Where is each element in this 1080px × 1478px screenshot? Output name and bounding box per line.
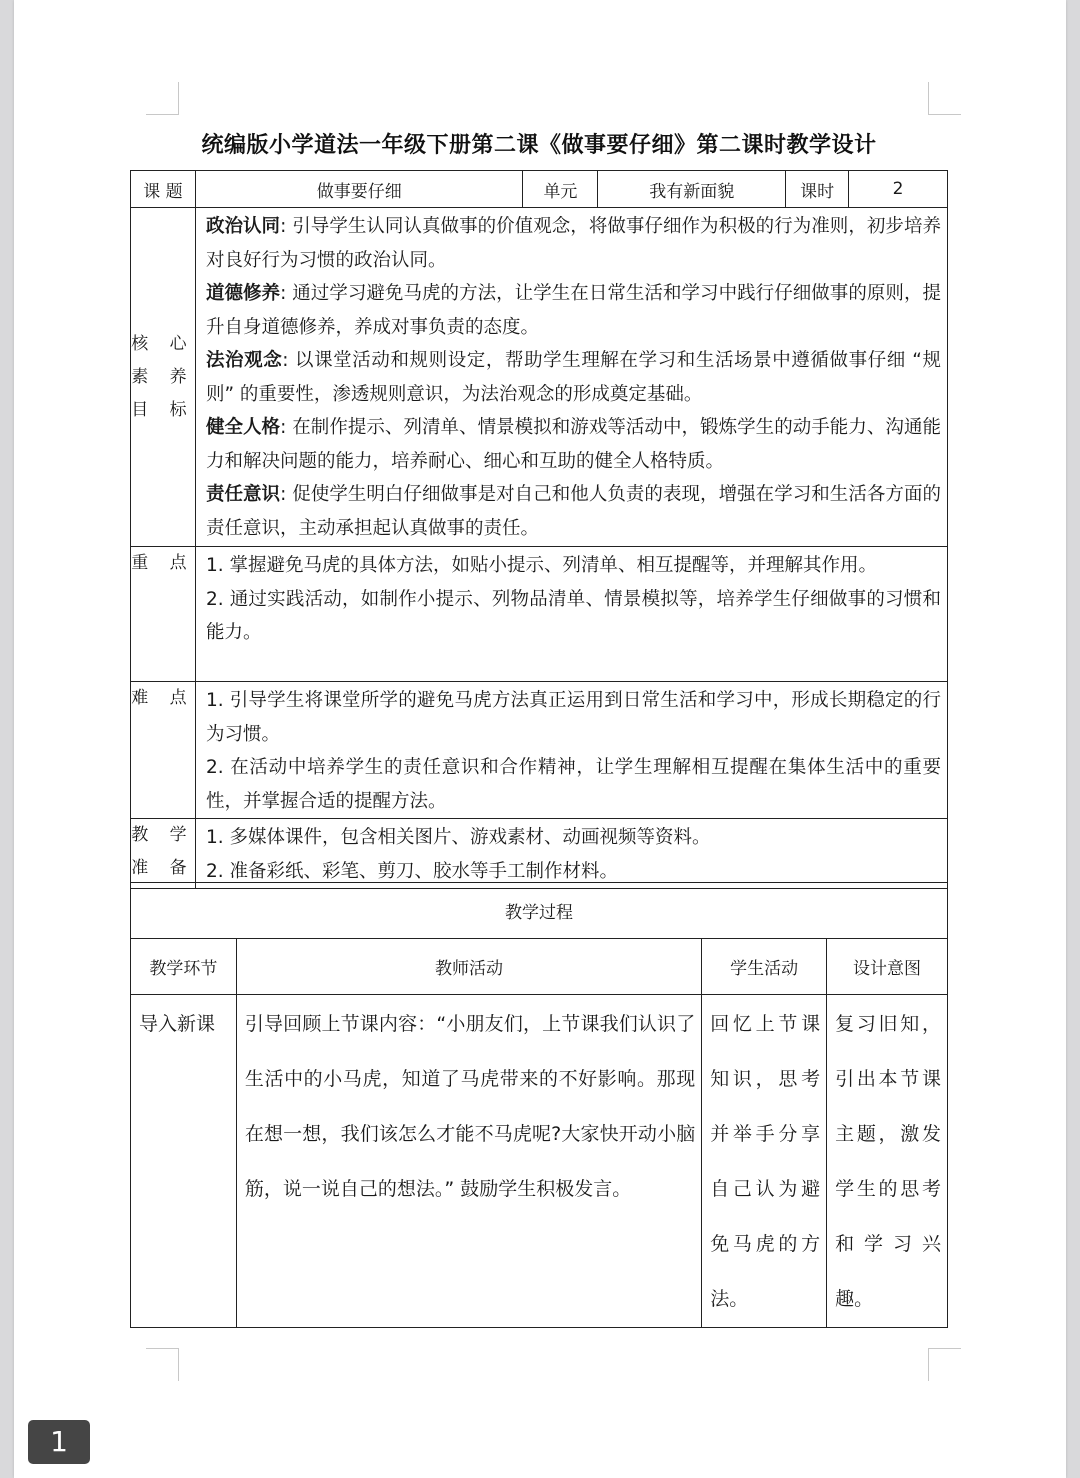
difficulty-item: 2. 在活动中培养学生的责任意识和合作精神，让学生理解相互提醒在集体生活中的重要性，并掌握合适的提醒方法。 xyxy=(205,757,941,812)
literacy-text: 以课堂活动和规则设定，帮助学生理解在学习和生活场景中遵循做事仔细 “规则” 的重要性，渗透规则意识，为法治观念的形成奠定基础。 xyxy=(205,350,941,405)
preparation-row xyxy=(131,819,948,889)
literacy-text: 促使学生明白仔细做事是对自己和他人负责的表现，增强在学习和生活各方面的责任意识，主动承担起认真做事的责任。 xyxy=(205,484,941,539)
table-row xyxy=(131,995,948,1328)
lesson-overview-table xyxy=(130,170,948,889)
literacy-term: 法治观念 xyxy=(205,350,283,371)
literacy-text: 通过学习避免马虎的方法，让学生在日常生活和学习中践行仔细做事的原则，提升自身道德修养，养成对事负责的态度。 xyxy=(205,283,941,338)
literacy-content xyxy=(195,208,947,547)
literacy-term: 道德修养 xyxy=(205,283,281,304)
preparation-label: 教 学 准 备 xyxy=(131,819,196,889)
literacy-sep: : xyxy=(280,484,293,505)
literacy-item xyxy=(206,277,941,344)
student-activity-cell: 回忆上节课知识，思考并举手分享自己认为避免马虎的方法。 xyxy=(702,995,827,1328)
difficulties-content xyxy=(195,682,947,819)
process-caption-row xyxy=(131,883,948,939)
difficulties-label: 难 点 xyxy=(131,682,196,819)
literacy-term: 健全人格 xyxy=(205,417,281,438)
column-header: 教学环节 xyxy=(131,939,237,995)
design-intent-cell: 复习旧知，引出本节课主题，激发学生的思考和学习兴趣。 xyxy=(827,995,948,1328)
column-header: 教师活动 xyxy=(236,939,701,995)
unit-label: 单元 xyxy=(523,171,598,208)
literacy-text: 在制作提示、列清单、情景模拟和游戏等活动中，锻炼学生的动手能力、沟通能力和解决问题的能力，培养耐心、细心和互助的健全人格特质。 xyxy=(205,417,941,472)
unit-value: 我有新面貌 xyxy=(598,171,786,208)
lesson-value: 做事要仔细 xyxy=(195,171,523,208)
phase-cell: 导入新课 xyxy=(131,995,237,1328)
column-header: 设计意图 xyxy=(827,939,948,995)
column-header: 学生活动 xyxy=(702,939,827,995)
literacy-sep: : xyxy=(280,216,293,237)
key-points-content xyxy=(195,547,947,682)
literacy-item xyxy=(206,344,941,411)
difficulties-row xyxy=(131,682,948,819)
key-point-item: 2. 通过实践活动，如制作小提示、列物品清单、情景模拟等，培养学生仔细做事的习惯和能力。 xyxy=(205,588,941,643)
teaching-process-table xyxy=(130,882,948,1328)
literacy-label: 核 心 素 养 目 标 xyxy=(131,208,196,547)
page-number-badge[interactable]: 1 xyxy=(28,1420,90,1464)
literacy-text: 引导学生认同认真做事的价值观念，将做事仔细作为积极的行为准则，初步培养对良好行为习惯的政治认同。 xyxy=(205,216,941,271)
literacy-term: 政治认同 xyxy=(205,216,281,237)
literacy-item xyxy=(206,478,941,545)
lesson-label: 课 题 xyxy=(131,171,196,208)
literacy-item xyxy=(206,210,941,277)
period-value: 2 xyxy=(849,171,948,208)
document-title: 统编版小学道法一年级下册第二课《做事要仔细》第二课时教学设计 xyxy=(201,133,877,158)
literacy-item xyxy=(206,411,941,478)
literacy-term: 责任意识 xyxy=(205,484,281,505)
lesson-info-row xyxy=(131,171,948,208)
period-label: 课时 xyxy=(786,171,849,208)
preparation-item: 2. 准备彩纸、彩笔、剪刀、胶水等手工制作材料。 xyxy=(205,860,618,882)
preparation-item: 1. 多媒体课件，包含相关图片、游戏素材、动画视频等资料。 xyxy=(205,827,711,848)
literacy-sep: : xyxy=(280,283,293,304)
crop-mark-bottom-right xyxy=(928,1348,961,1381)
key-points-label: 重 点 xyxy=(131,547,196,682)
literacy-row xyxy=(131,208,948,547)
key-points-row xyxy=(131,547,948,682)
crop-mark-bottom-left xyxy=(146,1348,179,1381)
key-point-item: 1. 掌握避免马虎的具体方法，如贴小提示、列清单、相互提醒等，并理解其作用。 xyxy=(205,555,877,576)
crop-mark-top-left xyxy=(146,82,179,115)
process-header-row xyxy=(131,939,948,995)
difficulty-item: 1. 引导学生将课堂所学的避免马虎方法真正运用到日常生活和学习中，形成长期稳定的行为习惯。 xyxy=(205,690,941,745)
preparation-content xyxy=(195,819,947,889)
process-caption: 教学过程 xyxy=(131,883,948,939)
literacy-sep: : xyxy=(282,350,295,371)
literacy-sep: : xyxy=(280,417,293,438)
teacher-activity-cell: 引导回顾上节课内容：“小朋友们，上节课我们认识了生活中的小马虎，知道了马虎带来的不好影响。那现在想一想，我们该怎么才能不马虎呢?大家快开动小脑筋，说一说自己的想法。” 鼓励学生积极发言。 xyxy=(236,995,701,1328)
crop-mark-top-right xyxy=(928,82,961,115)
